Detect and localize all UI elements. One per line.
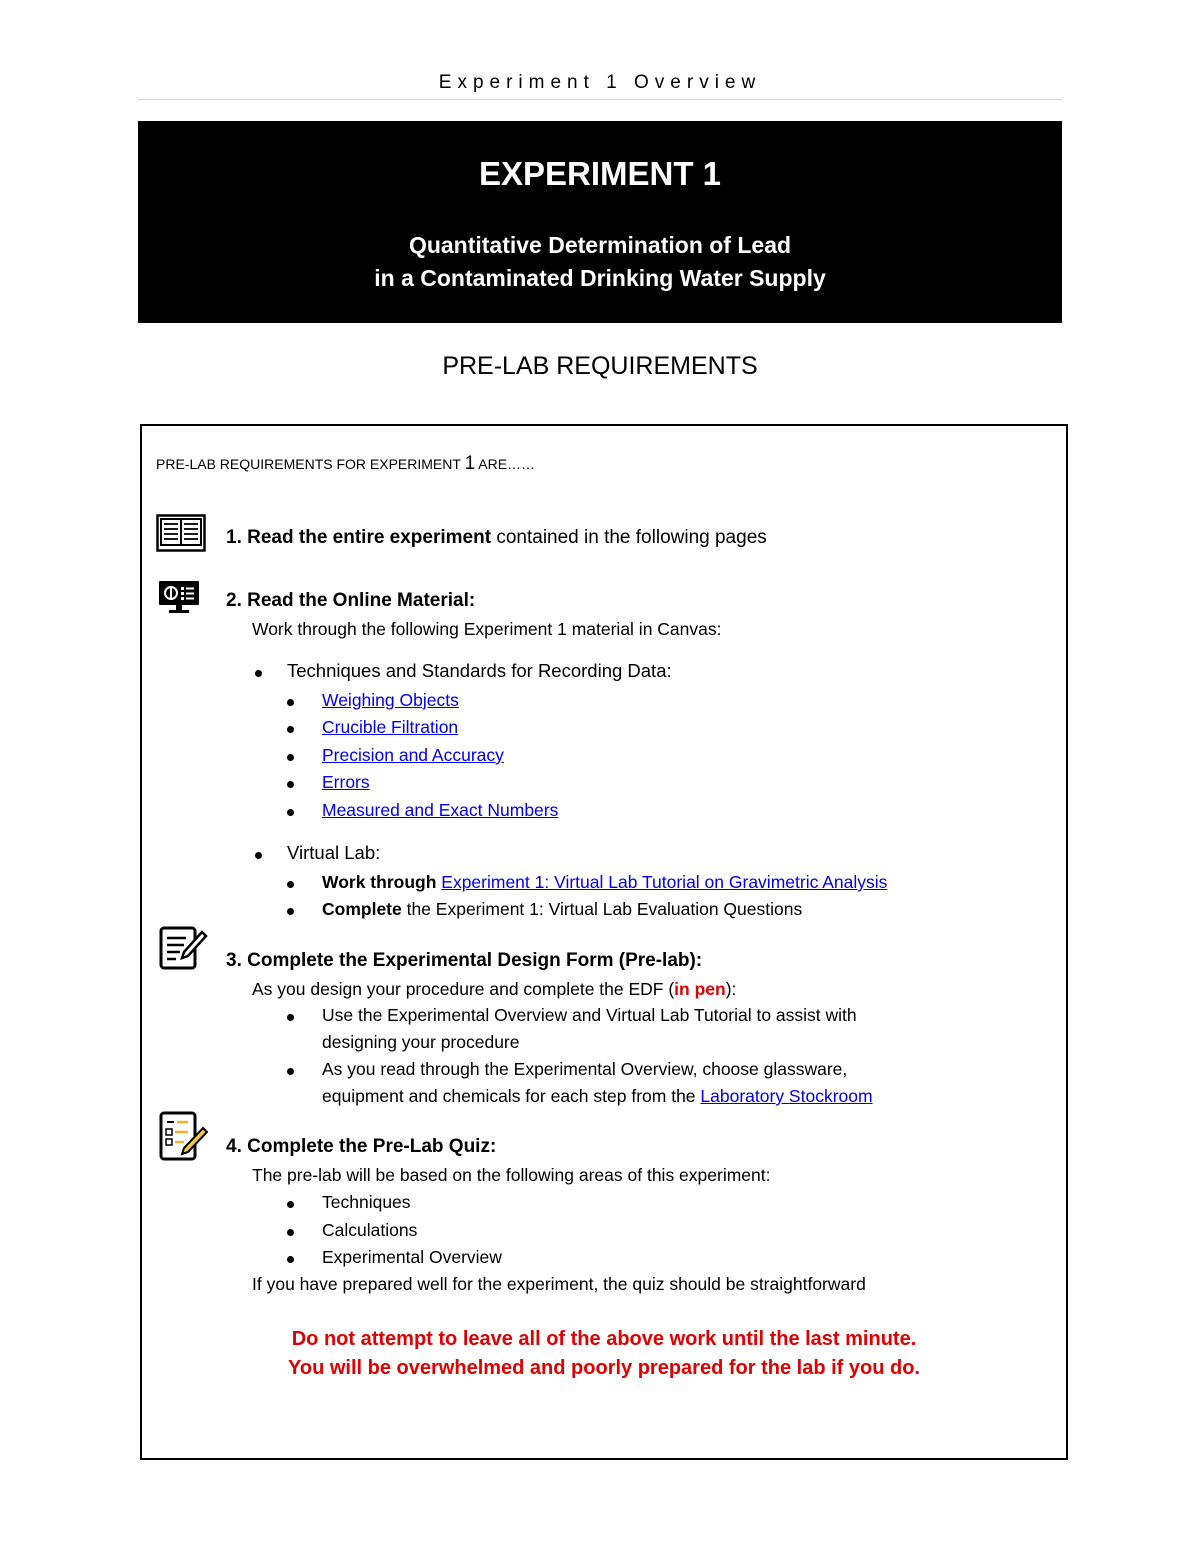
quiz-icon (158, 1110, 208, 1162)
bullet-dot (287, 1256, 294, 1263)
link-measured-exact-numbers[interactable]: Measured and Exact Numbers (322, 800, 559, 820)
running-header: Experiment 1 Overview (438, 72, 762, 93)
group-techniques-label: Techniques and Standards for Recording Data: (287, 660, 672, 681)
group-virtual-lab-label: Virtual Lab: (287, 842, 381, 863)
bullet-dot (287, 809, 294, 816)
item-3-description: As you design your procedure and complete the EDF (in pen): (252, 979, 737, 999)
experiment-subtitle (138, 229, 1062, 295)
monitor-icon (158, 580, 200, 614)
edf-bullet-1-line-2: designing your procedure (322, 1032, 520, 1052)
quiz-area-techniques: Techniques (322, 1192, 411, 1212)
link-errors[interactable]: Errors (322, 772, 370, 792)
edf-bullet-2-line-2: equipment and chemicals for each step from the Laboratory Stockroom (322, 1086, 873, 1106)
item-2-description: Work through the following Experiment 1 material in Canvas: (252, 619, 722, 639)
item-3-title: 3. Complete the Experimental Design Form (Pre-lab): (226, 950, 703, 971)
link-weighing-objects[interactable]: Weighing Objects (322, 690, 459, 710)
item-4-title: 4. Complete the Pre-Lab Quiz: (226, 1136, 497, 1157)
header-rule (138, 99, 1062, 100)
warning-line-1: Do not attempt to leave all of the above work until the last minute. (291, 1328, 917, 1350)
item-4-description: The pre-lab will be based on the following areas of this experiment: (252, 1165, 771, 1185)
link-precision-accuracy[interactable]: Precision and Accuracy (322, 745, 504, 765)
virtual-lab-tutorial-entry: Work through Experiment 1: Virtual Lab Tutorial on Gravimetric Analysis (322, 872, 888, 892)
bullet-dot (287, 1068, 294, 1075)
quiz-area-calculations: Calculations (322, 1220, 418, 1240)
bullet-dot (255, 852, 262, 859)
edf-bullet-2-line-1: As you read through the Experimental Overview, choose glassware, (322, 1059, 848, 1079)
bullet-dot (287, 1229, 294, 1236)
bullet-dot (287, 1201, 294, 1208)
bullet-dot (287, 699, 294, 706)
virtual-lab-evaluation-entry: Complete the Experiment 1: Virtual Lab Evaluation Questions (322, 899, 803, 919)
title-banner (138, 121, 1062, 323)
form-pencil-icon (158, 924, 208, 972)
bullet-dot (287, 726, 294, 733)
bullet-dot (287, 1014, 294, 1021)
quiz-area-experimental-overview: Experimental Overview (322, 1247, 502, 1267)
bullet-dot (287, 881, 294, 888)
link-laboratory-stockroom[interactable]: Laboratory Stockroom (700, 1086, 873, 1106)
item-4-closing: If you have prepared well for the experiment, the quiz should be straightforward (252, 1274, 866, 1294)
bullet-dot (287, 754, 294, 761)
bullet-dot (287, 781, 294, 788)
experiment-title: EXPERIMENT 1 (478, 155, 722, 192)
subtitle-line-1: Quantitative Determination of Lead (408, 232, 792, 258)
requirements-box (140, 424, 1068, 1460)
item-2-title: 2. Read the Online Material: (226, 590, 476, 611)
link-crucible-filtration[interactable]: Crucible Filtration (322, 717, 459, 737)
requirements-intro: PRE-LAB REQUIREMENTS FOR EXPERIMENT 1 ARE…… (156, 453, 536, 474)
item-1-title: 1. Read the entire experiment contained in the following pages (226, 527, 767, 548)
bullet-dot (255, 670, 262, 677)
bullet-dot (287, 908, 294, 915)
edf-bullet-1-line-1: Use the Experimental Overview and Virtual Lab Tutorial to assist with (322, 1005, 857, 1025)
link-virtual-lab-tutorial[interactable]: Experiment 1: Virtual Lab Tutorial on Gravimetric Analysis (441, 872, 888, 892)
section-heading: PRE-LAB REQUIREMENTS (442, 352, 758, 380)
warning-line-2: You will be overwhelmed and poorly prepared for the lab if you do. (288, 1357, 920, 1379)
subtitle-line-2: in a Contaminated Drinking Water Supply (374, 265, 826, 291)
book-icon (156, 514, 206, 552)
